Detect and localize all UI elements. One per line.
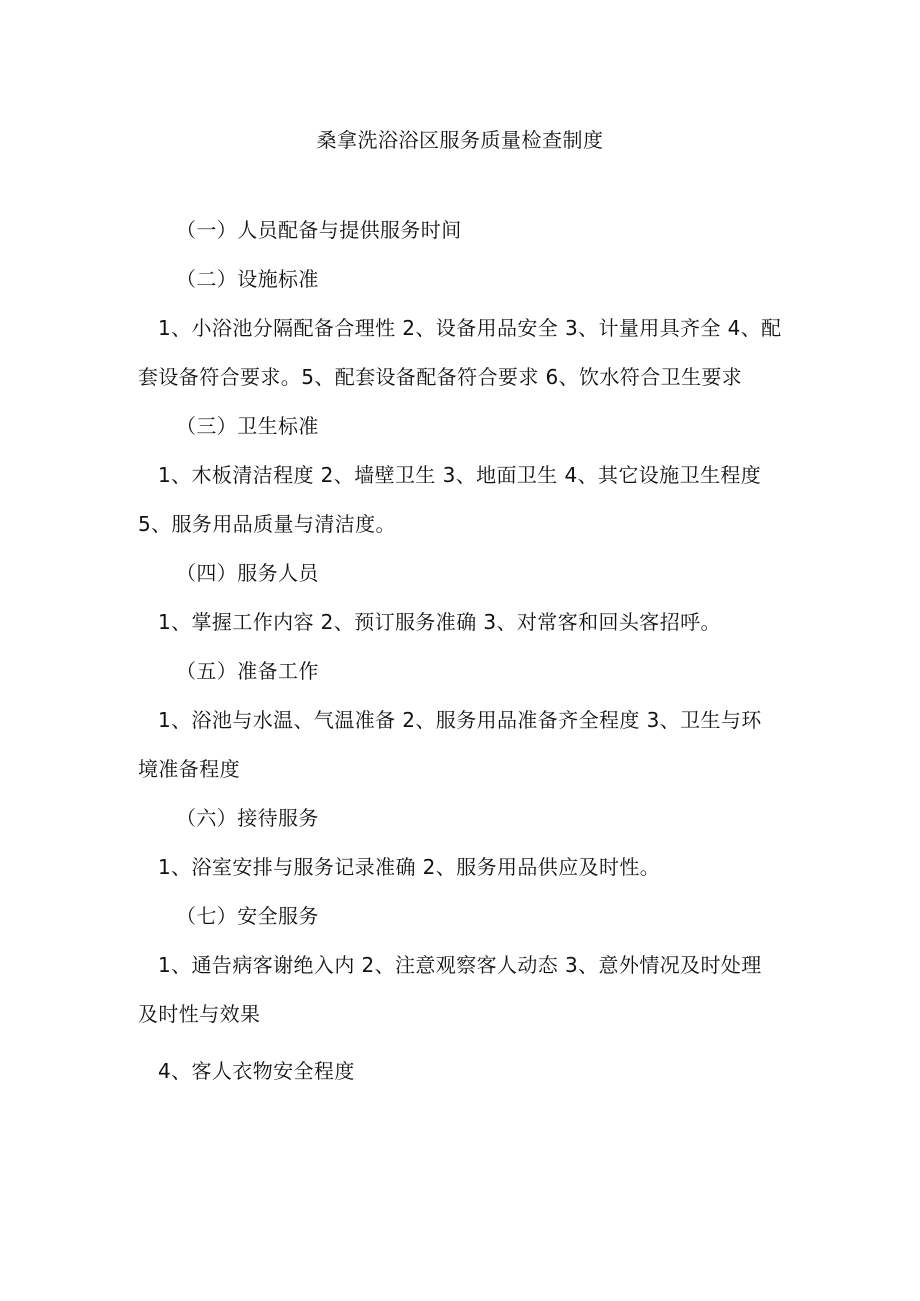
preparation-items: 1、浴池与水温、气温准备 2、服务用品准备齐全程度 3、卫生与环境准备程度 [138,708,762,781]
document-body [138,206,782,1096]
section-heading-3: （三）卫生标准 [176,414,319,438]
section-heading-2: （二）设施标准 [176,267,319,291]
section-heading-7: （七）安全服务 [176,904,319,928]
section-heading-1: （一）人员配备与提供服务时间 [176,218,462,242]
section-heading-5: （五）准备工作 [176,659,319,683]
service-staff-items: 1、掌握工作内容 2、预订服务准确 3、对常客和回头客招呼。 [158,610,721,634]
section-heading-6: （六）接待服务 [176,806,319,830]
document-title: 桑拿洗浴浴区服务质量检查制度 [316,128,604,152]
reception-items: 1、浴室安排与服务记录准确 2、服务用品供应及时性。 [158,855,661,879]
safety-items-continued: 4、客人衣物安全程度 [158,1059,355,1083]
section-heading-4: （四）服务人员 [176,561,319,585]
hygiene-standards-items: 1、木板清洁程度 2、墙壁卫生 3、地面卫生 4、其它设施卫生程度 5、服务用品质量与清洁度。 [138,463,762,536]
facility-standards-items: 1、小浴池分隔配备合理性 2、设备用品安全 3、计量用具齐全 4、配套设备符合要求。5、配套设备配备符合要求 6、饮水符合卫生要求 [138,316,782,389]
safety-items: 1、通告病客谢绝入内 2、注意观察客人动态 3、意外情况及时处理及时性与效果 [138,953,762,1026]
